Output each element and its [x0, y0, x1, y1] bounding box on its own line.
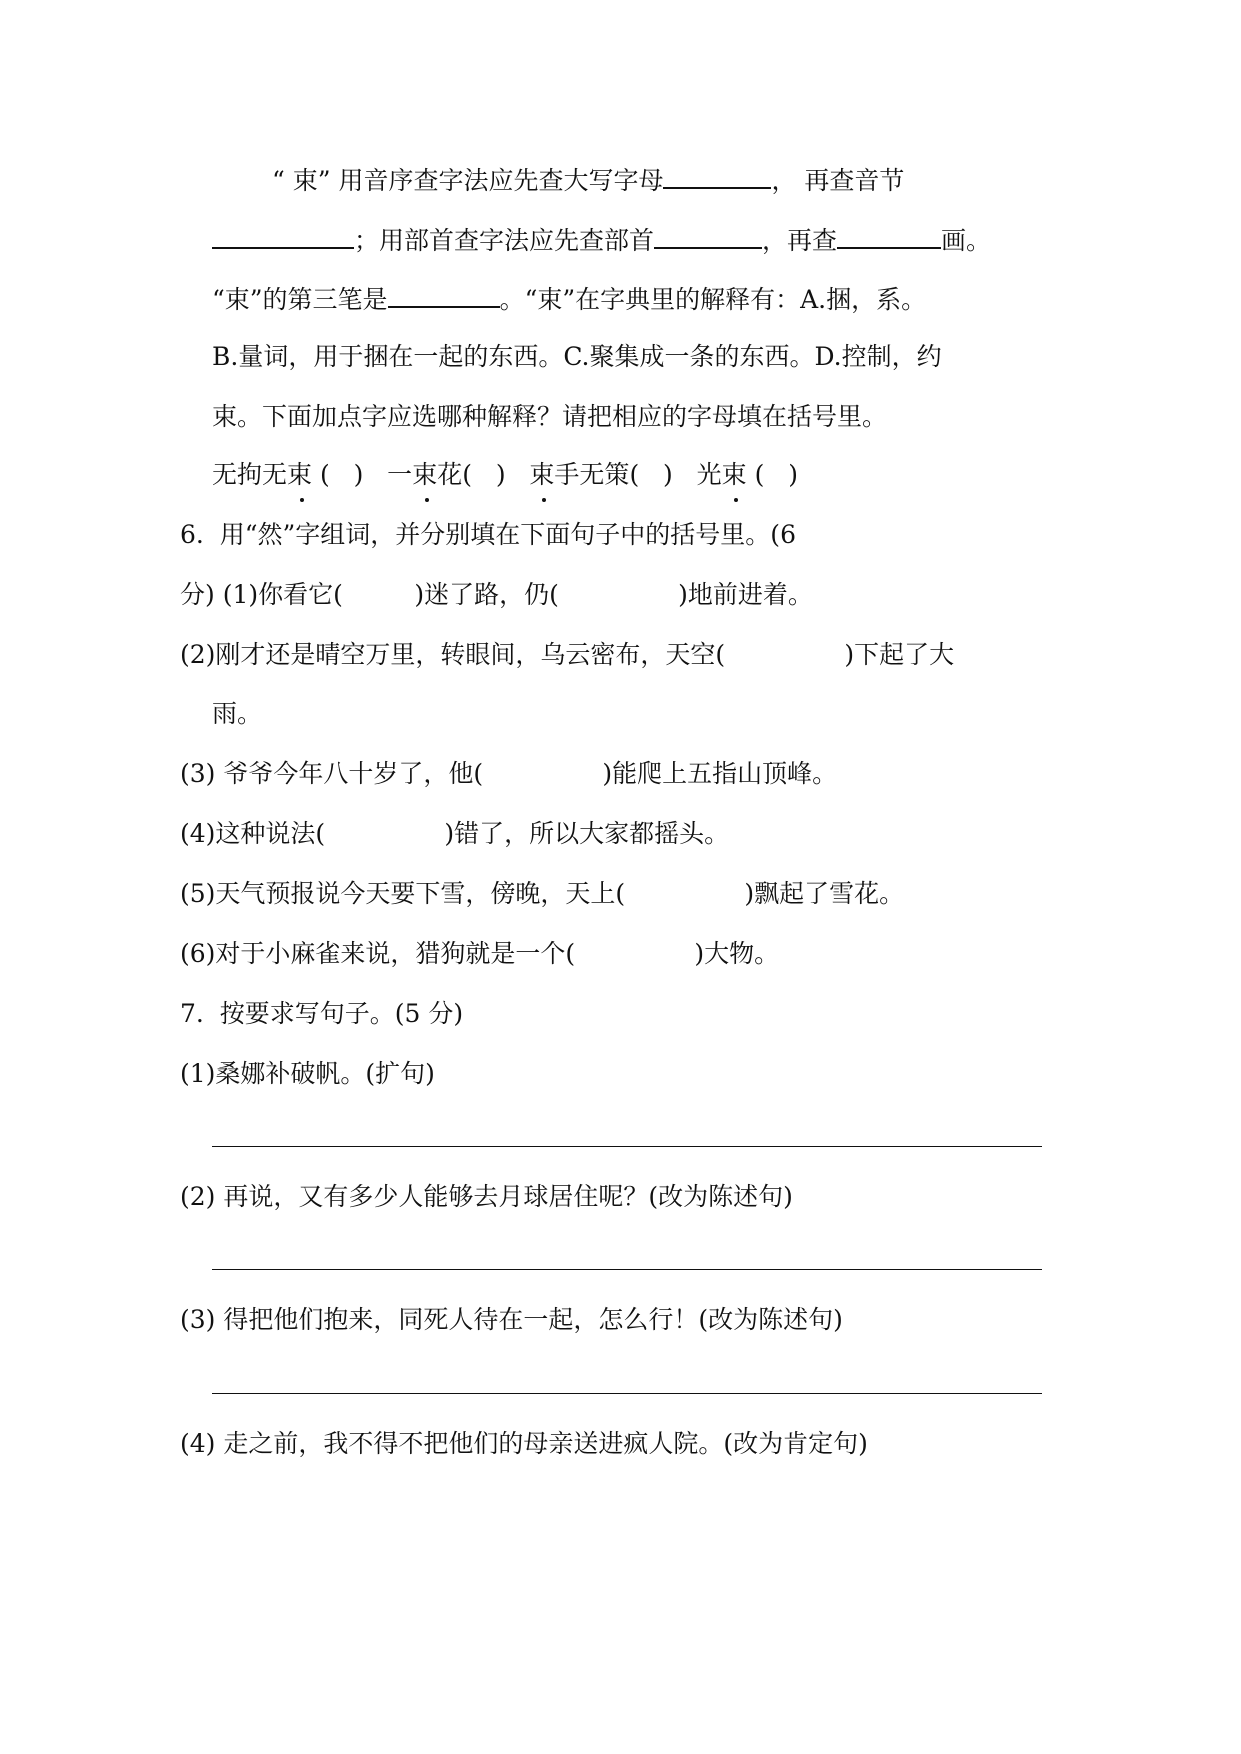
- dotted-char: 束: [287, 458, 312, 492]
- q7-sentence-4: (4) 走之前，我不得不把他们的母亲送进疯人院。(改为肯定句): [180, 1429, 868, 1458]
- blank-letter[interactable]: [663, 163, 771, 189]
- q5-words: 无拘无束 ( ) 一束花( ) 束手无策( ) 光束 ( ): [212, 458, 798, 492]
- blank-strokes[interactable]: [837, 223, 941, 249]
- answer-line-1[interactable]: [212, 1146, 1042, 1147]
- answer-line-3[interactable]: [212, 1393, 1042, 1394]
- dotted-char: 束: [529, 458, 554, 492]
- q6-sentence-1: 分) (1)你看它( )迷了路，仍( )地前进着。: [180, 580, 813, 609]
- q7-sentence-3: (3) 得把他们抱来，同死人待在一起，怎么行！(改为陈述句): [180, 1305, 843, 1334]
- q6-title: 6. 用“然”字组词，并分别填在下面句子中的括号里。(6: [180, 520, 796, 549]
- q5-line-5: 束。下面加点字应选哪种解释？请把相应的字母填在括号里。: [212, 402, 888, 431]
- q5-line-3: “束”的第三笔是 。“束”在字典里的解释有：A.捆，系。: [212, 282, 926, 317]
- q5-line-4: B.量词，用于捆在一起的东西。C.聚集成一条的东西。D.控制，约: [212, 342, 942, 371]
- dotted-char: 束: [722, 458, 747, 492]
- blank-third-stroke[interactable]: [388, 282, 500, 308]
- q7-sentence-2: (2) 再说，又有多少人能够去月球居住呢？(改为陈述句): [180, 1182, 793, 1211]
- q6-sentence-4: (4)这种说法( )错了，所以大家都摇头。: [180, 819, 730, 848]
- blank-radical[interactable]: [654, 223, 762, 249]
- q6-sentence-5: (5)天气预报说今天要下雪，傍晚，天上( )飘起了雪花。: [180, 879, 905, 908]
- q5-line-1: “ 束” 用音序查字法应先查大写字母 ， 再查音节: [272, 163, 904, 198]
- q7-sentence-1: (1)桑娜补破帆。(扩句): [180, 1059, 435, 1088]
- q6-sentence-2: (2)刚才还是晴空万里，转眼间，乌云密布，天空( )下起了大: [180, 640, 955, 669]
- dotted-char: 束: [412, 458, 437, 492]
- blank-syllable[interactable]: [212, 223, 354, 249]
- answer-line-2[interactable]: [212, 1269, 1042, 1270]
- q7-title: 7. 按要求写句子。(5 分): [180, 999, 464, 1028]
- q6-sentence-2-cont: 雨。: [212, 699, 263, 728]
- q5-line-2: ；用部首查字法应先查部首 ，再查 画。: [212, 223, 991, 258]
- q6-sentence-3: (3) 爷爷今年八十岁了，他( )能爬上五指山顶峰。: [180, 759, 838, 788]
- q6-sentence-6: (6)对于小麻雀来说，猎狗就是一个( )大物。: [180, 939, 780, 968]
